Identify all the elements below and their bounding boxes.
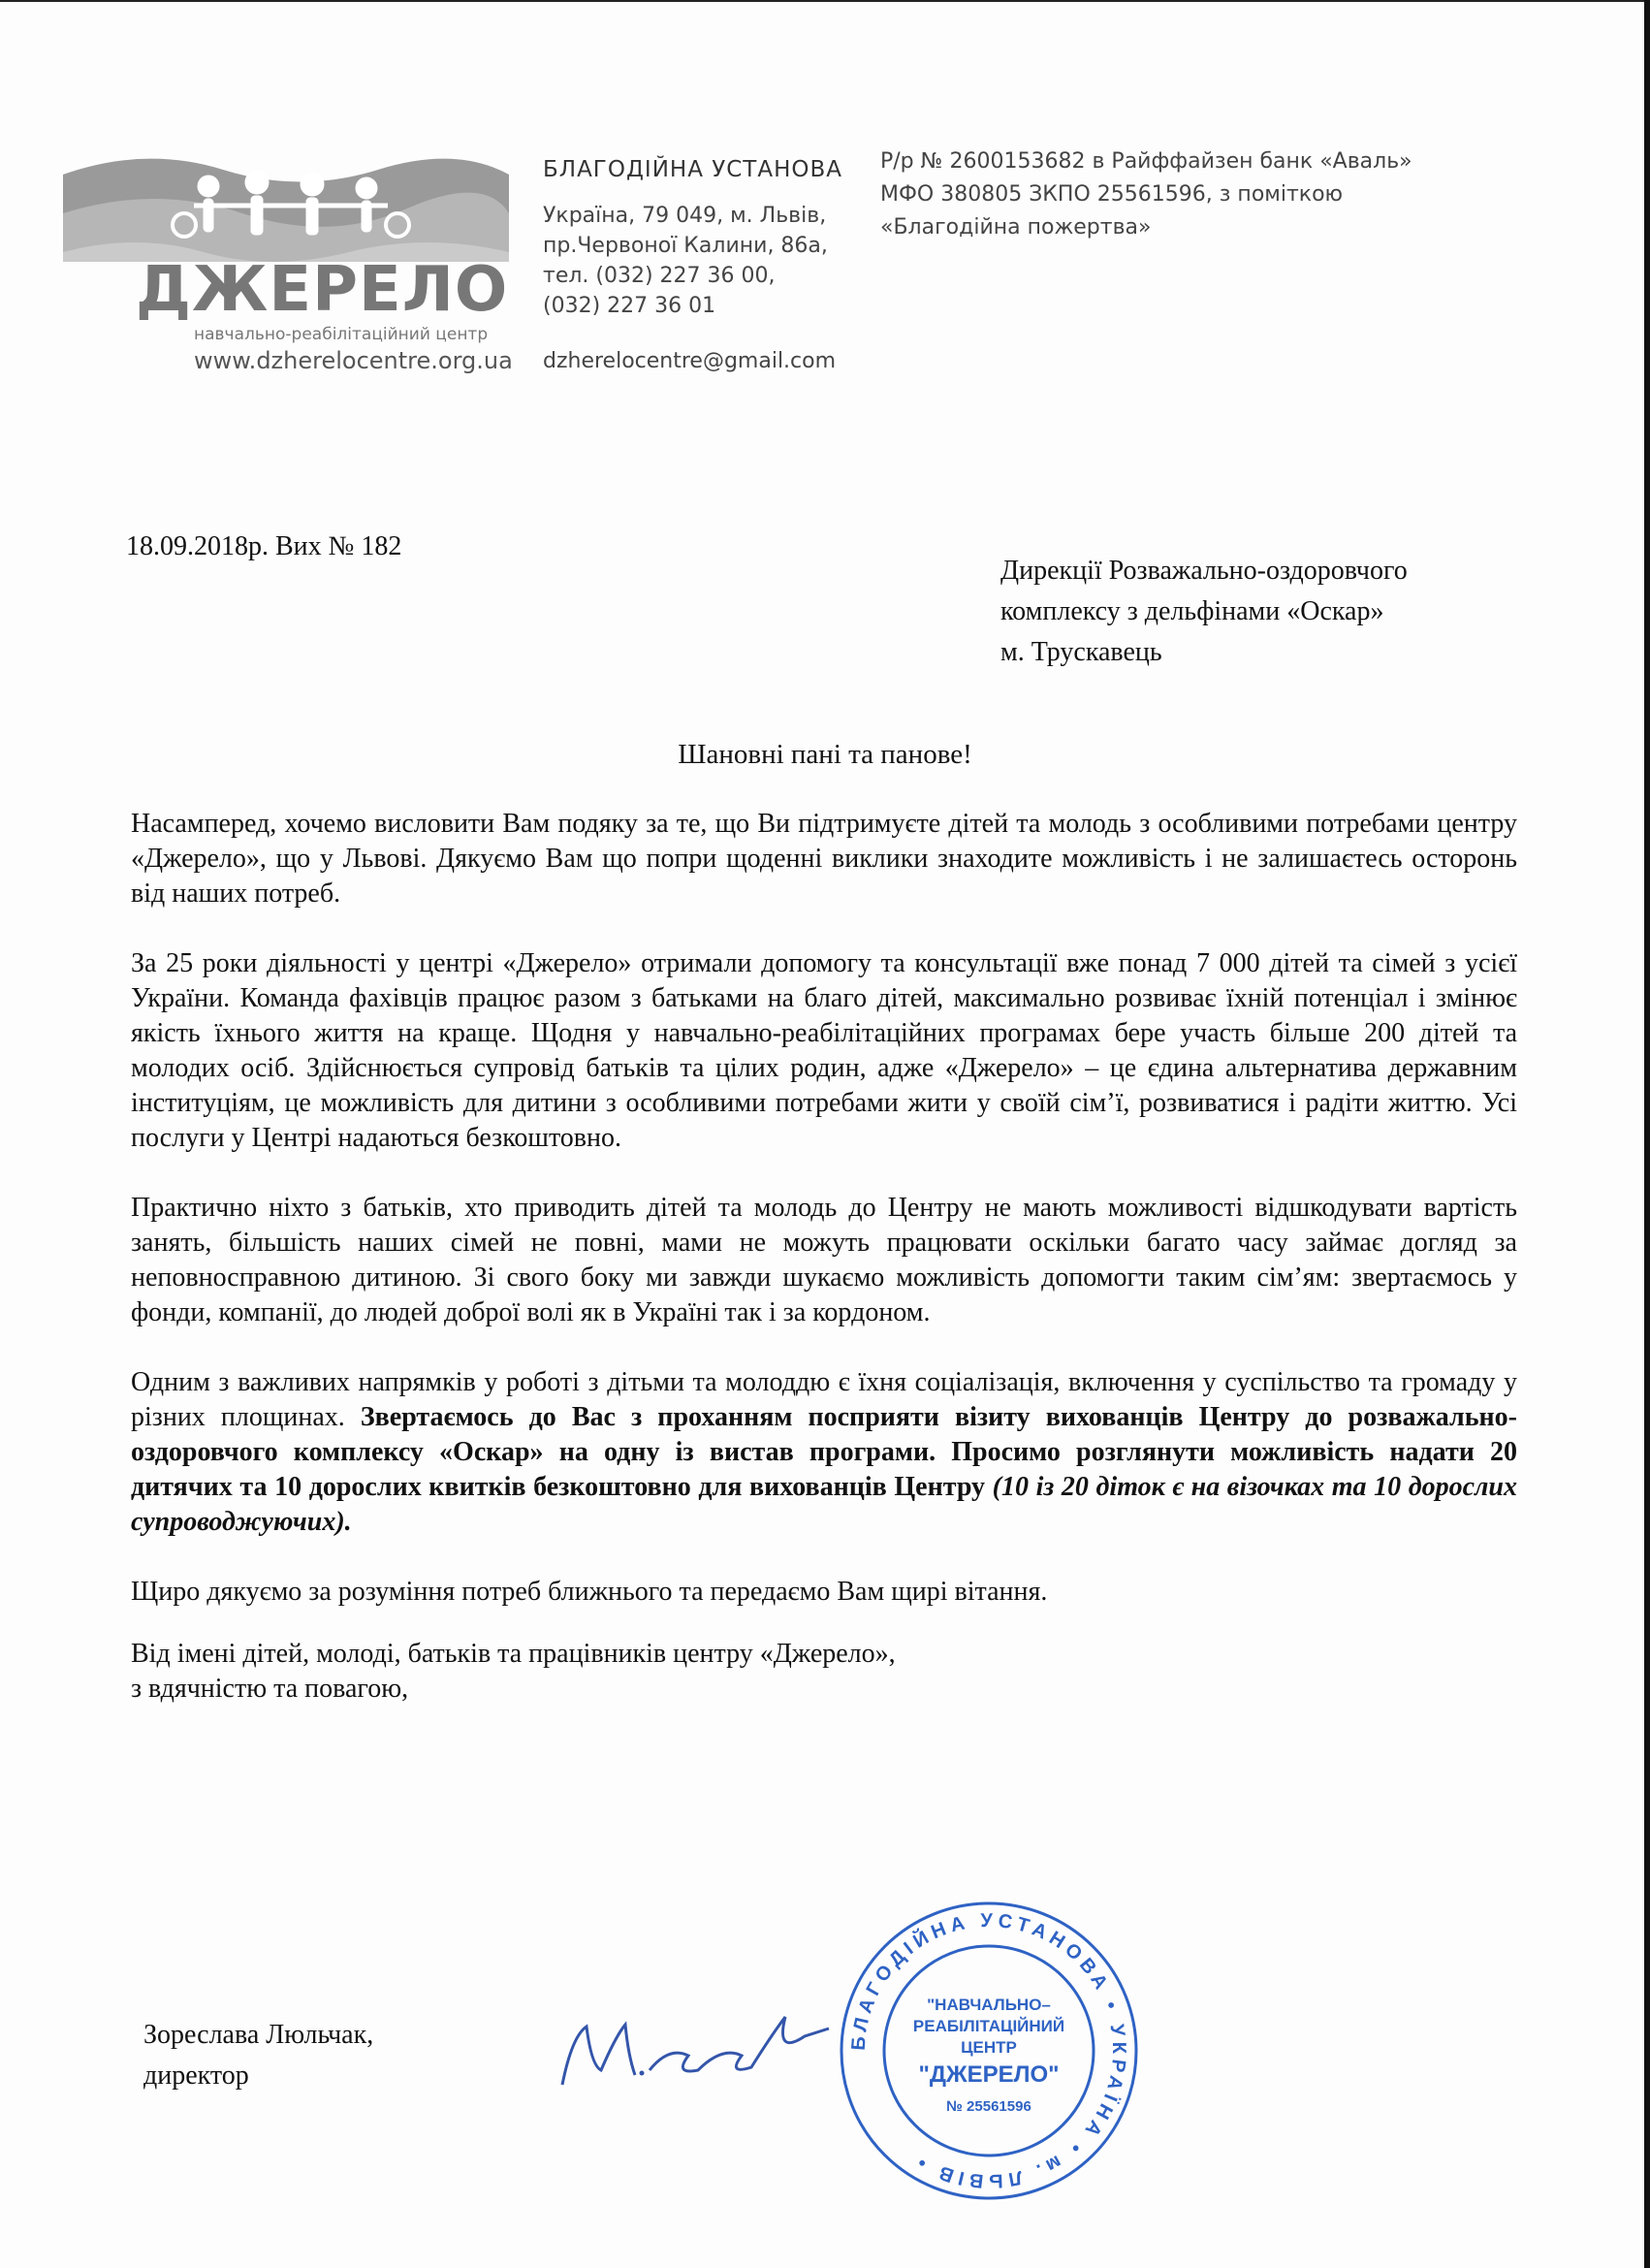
signer-block [143,2015,373,2096]
request-note: (10 із 20 діток є на візочках та 10 дорослих супроводжуючих). [131,1472,1517,1537]
paragraph: Практично ніхто з батьків, хто приводить дітей та молодь до Центру не мають можливості відшкодувати вартість занять, більшість наших сімей не повні, мами не можуть працювати оскільки багато часу займає догляд за неповносправною дитиною. Зі свого боку ми завжди шукаємо можливість допомогти таким сім’ям: звертаємось у фонди, компанії, до людей доброї волі як в Україні так і за кордоном. [131,1193,1517,1327]
address-line: тел. (032) 227 36 00, [543,264,776,288]
thanks-paragraph: Щиро дякуємо за розуміння потреб ближнього та передаємо Вам щирі вітання. [131,1577,1048,1607]
recipient-block [1000,551,1408,673]
request-paragraph [131,1365,1517,1540]
recipient-line: м. Трускавець [1000,637,1162,667]
website-link[interactable]: www.dzherelocentre.org.ua [194,347,513,374]
address-line: (032) 227 36 01 [543,294,716,318]
signer-title: директор [143,2060,249,2091]
bank-line: «Благодійна пожертва» [880,215,1152,240]
request-intro: Одним з важливих напрямків у роботі з дітьми та молоддю є їхня соціалізація, включення у суспільство та громаду у різних площинах. [131,1367,1517,1432]
outgoing-reference: 18.09.2018р. Вих № 182 [126,531,402,561]
scan-border-top [0,0,1650,2]
paragraph: Насамперед, хочемо висловити Вам подяку за те, що Ви підтримуєте дітей та молодь з особливими потребами центру «Джерело», що у Львові. Дякуємо Вам що попри щоденні виклики знаходите можливість і не залишаєтесь осторонь від наших потреб. [131,809,1517,909]
recipient-line: комплексу з дельфінами «Оскар» [1000,596,1384,626]
bank-details [880,145,1481,244]
recipient-line: Дирекції Розважально-оздоровчого [1000,556,1408,586]
bank-line: Р/р № 2600153682 в Райффайзен банк «Аваль» [880,149,1412,174]
address-line: Україна, 79 049, м. Львів, [543,204,827,228]
scan-border-right [1644,0,1650,2268]
signer-name: Зореслава Люльчак, [143,2020,374,2050]
seal-center-line: "НАВЧАЛЬНО– [927,1996,1051,2014]
salutation: Шановні пані та панове! [678,739,972,770]
logo-name: ДЖЕРЕЛО [136,254,509,326]
org-block [543,155,873,376]
closing-line: з вдячністю та повагою, [131,1674,409,1704]
official-seal [834,1896,1144,2206]
bank-line: МФО 380805 ЗКПО 25561596, з поміткою [880,182,1344,207]
org-type: БЛАГОДІЙНА УСТАНОВА [543,157,843,182]
request-bold: Звертаємось до Вас з проханням посприяти візиту вихованців Центру до розважально-оздоровчого комплексу «Оскар» на одну із вистав програми. Просимо розглянути можливість надати 20 дитячих та 10 дорослих квитків безкоштовно для вихованців Центру [131,1402,1517,1502]
email-link[interactable]: dzherelocentre@gmail.com [543,349,837,373]
seal-center-line: ЦЕНТР [961,2038,1017,2057]
address-line: пр.Червоної Калини, 86а, [543,234,828,258]
letter-body [131,807,1517,1707]
handwritten-signature [543,1978,834,2114]
closing-line: Від імені дітей, молоді, батьків та працівників центру «Джерело», [131,1639,896,1669]
seal-center-line: "ДЖЕРЕЛО" [918,2061,1060,2088]
seal-ring-text: БЛАГОДІЙНА УСТАНОВА • УКРАЇНА • м. ЛЬВІВ • [847,1909,1130,2192]
seal-number: № 25561596 [946,2098,1031,2115]
seal-center-line: РЕАБІЛІТАЦІЙНИЙ [912,2017,1065,2035]
logo-subtitle: навчально-реабілітаційний центр [194,325,489,344]
paragraph: За 25 роки діяльності у центрі «Джерело» отримали допомогу та консультації вже понад 7 000 дітей та сімей з усієї України. Команда фахівців працює разом з батьками на благо дітей, максимально розвиває їхній потенціал і змінює якість їхнього життя на краще. Щодня у навчально-реабілітаційних програмах бере участь більше 200 дітей та молодих осіб. Здійснюється супровід батьків та цілих родин, адже «Джерело» – це єдина альтернатива державним інституціям, це можливість для дитини з особливими потребами жити у своїй сім’ї, розвиватися і радіти життю. Усі послуги у Центрі надаються безкоштовно. [131,948,1517,1153]
